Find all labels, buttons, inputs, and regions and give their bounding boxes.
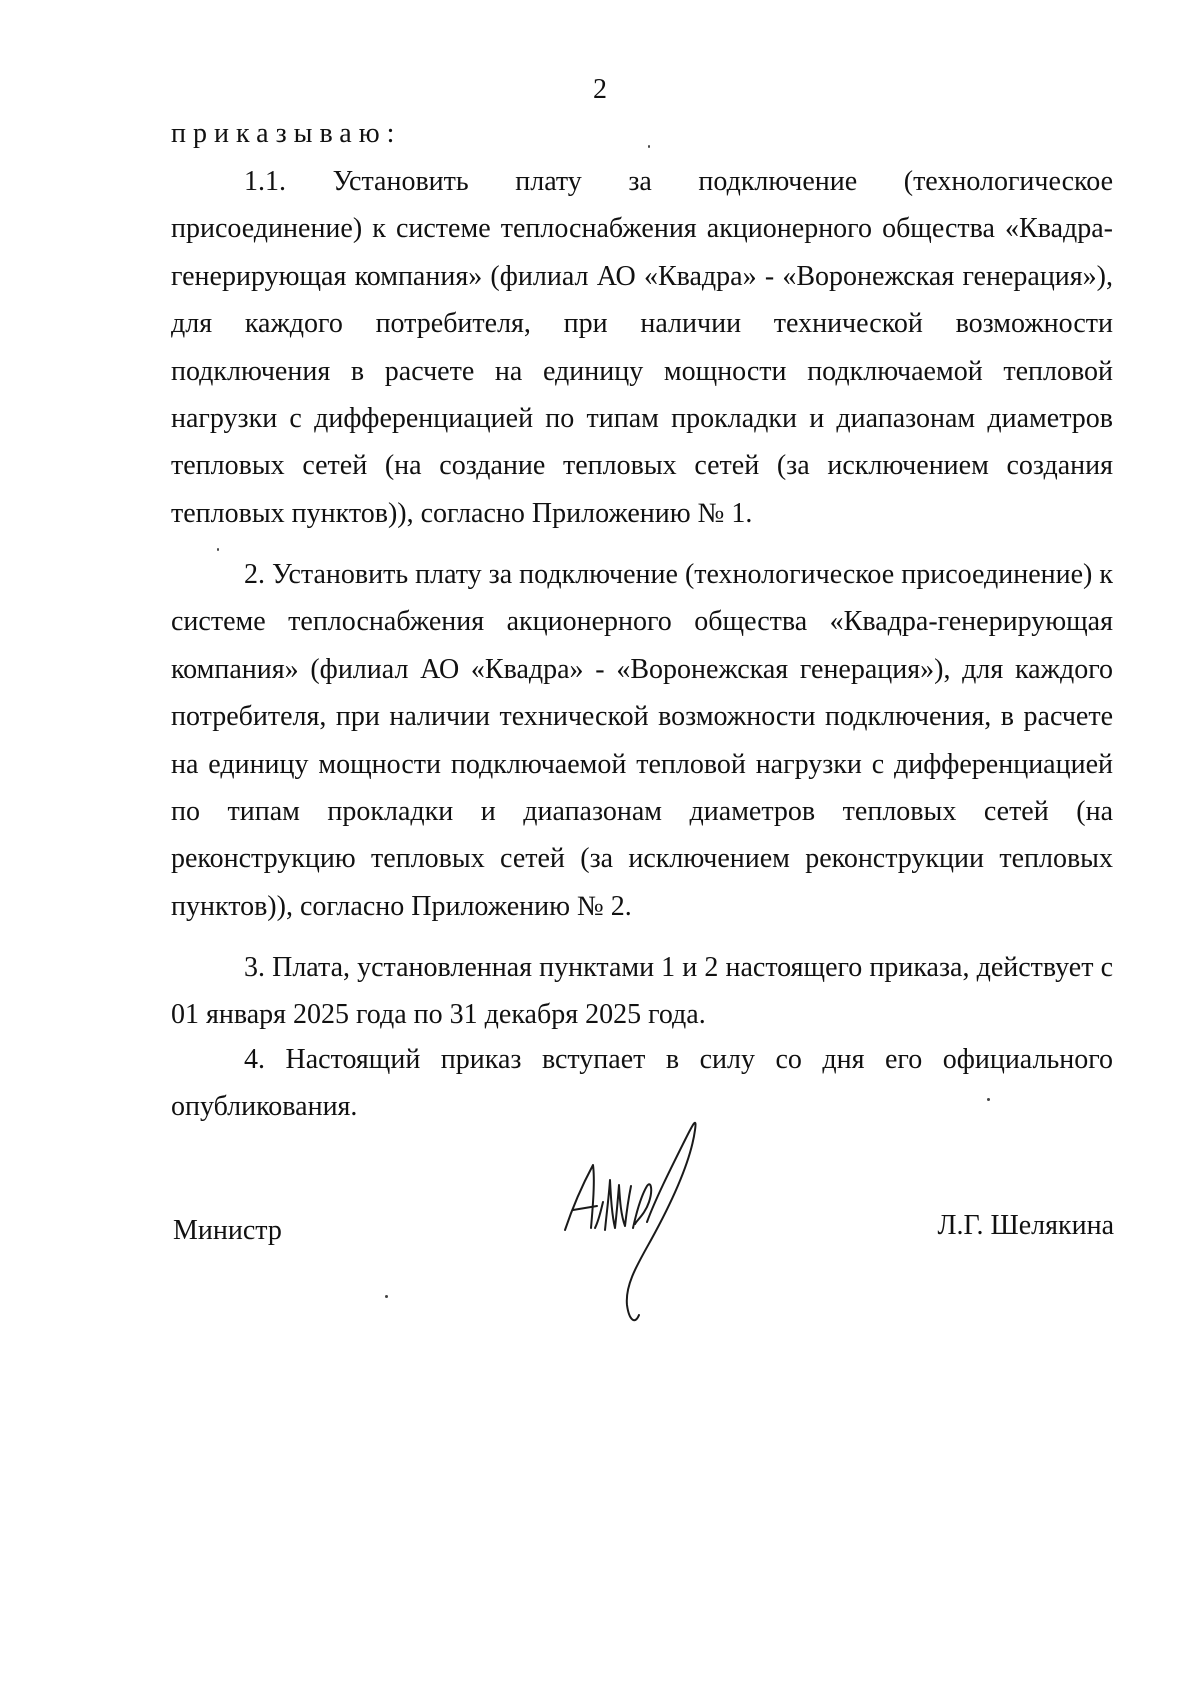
handwritten-signature [555, 1110, 725, 1335]
scan-speck [648, 145, 650, 148]
paragraph-3: 3. Плата, установленная пунктами 1 и 2 настоящего приказа, действует с 01 января 2025 года по 31 декабря 2025 года. [171, 952, 1113, 1031]
paragraph-1-1: 1.1. Установить плату за подключение (технологическое присоединение) к системе теплоснабжения акционерного общества «Квадра-генерирующая компания» (филиал АО «Квадра» - «Воронежская генерация»), для каждого потребителя, при наличии технической возможности подключения в расчете на единицу мощности подключаемой тепловой нагрузки с дифференциацией по типам прокладки и диапазонам диаметров тепловых сетей (на создание тепловых сетей (за исключением создания тепловых пунктов)), согласно Приложению № 1. [171, 166, 1113, 529]
signatory-name: Л.Г. Шелякина [937, 1210, 1114, 1241]
page-number: 2 [593, 74, 607, 105]
paragraph-2: 2. Установить плату за подключение (технологическое присоединение) к системе теплоснабжения акционерного общества «Квадра-генерирующая компания» (филиал АО «Квадра» - «Воронежская генерация»), для каждого потребителя, при наличии технической возможности подключения, в расчете на единицу мощности подключаемой тепловой нагрузки с дифференциацией по типам прокладки и диапазонам диаметров тепловых сетей (на реконструкцию тепловых сетей (за исключением реконструкции тепловых пунктов)), согласно Приложению № 2. [171, 559, 1113, 922]
scan-speck [217, 548, 219, 551]
signatory-title: Министр [173, 1215, 282, 1246]
scan-speck [987, 1098, 990, 1101]
scan-speck [385, 1295, 388, 1298]
order-intro: приказываю: [171, 118, 402, 149]
paragraph-4: 4. Настоящий приказ вступает в силу со дня его официального опубликования. [171, 1044, 1113, 1123]
